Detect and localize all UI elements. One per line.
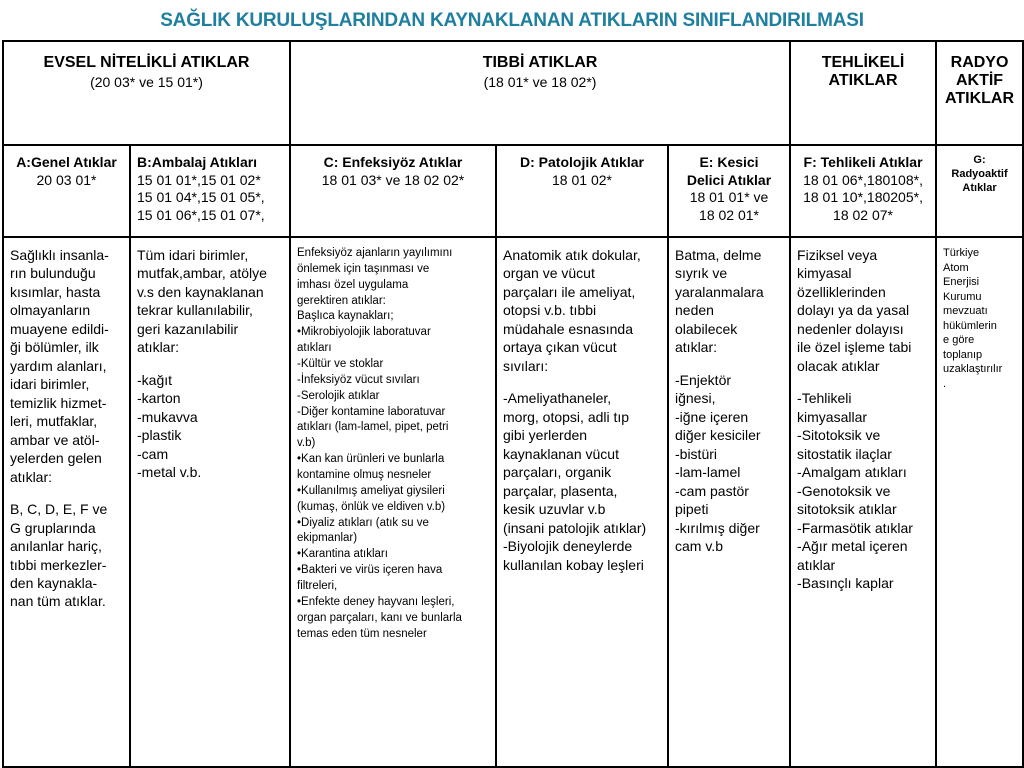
- subgroup-label: C: Enfeksiyöz Atıklar: [323, 154, 463, 170]
- subgroup-code: 18 01 10*,180205*,: [803, 189, 923, 205]
- line-gap: [10, 486, 123, 500]
- body-line: kullanılan kobay leşleri: [503, 556, 644, 573]
- body-line: parçaları, organik: [503, 464, 612, 481]
- group-label-line: ATIKLAR: [828, 72, 898, 89]
- subgroup-label: Radyoaktif: [951, 167, 1008, 180]
- body-line: gerektiren atıklar:: [297, 294, 386, 307]
- body-line: v.b): [297, 437, 316, 450]
- body-line: Fiziksel veya: [797, 247, 878, 263]
- subgroup-a: [3, 145, 130, 237]
- body-line: neden: [675, 302, 714, 319]
- body-line: •Kullanılmış ameliyat giysileri: [297, 484, 445, 497]
- body-line: sıyrık ve: [675, 265, 728, 282]
- body-line: otopsi v.b. tıbbi: [503, 302, 597, 319]
- group-label-line: TEHLİKELİ: [821, 54, 905, 71]
- body-line: •Enfekte deney hayvanı leşleri,: [297, 595, 455, 608]
- body-line: G gruplarında: [10, 519, 96, 536]
- subgroup-e: [668, 145, 790, 237]
- group-label-line: AKTİF: [955, 72, 1004, 89]
- body-line: •Bakteri ve virüs içeren hava: [297, 564, 443, 577]
- body-line: parçaları ile ameliyat,: [503, 283, 636, 300]
- body-line: -Ağır metal içeren: [797, 538, 908, 555]
- body-line: yardım alanları,: [10, 357, 107, 374]
- body-line: geri kazanılabilir: [137, 320, 239, 337]
- body-line: yelerden gelen: [10, 450, 102, 467]
- group-label: EVSEL NİTELİKLİ ATIKLAR: [43, 54, 250, 71]
- body-f: [790, 237, 936, 767]
- body-line: olmayanların: [10, 302, 91, 319]
- subgroup-label: G:: [973, 154, 986, 166]
- body-line: Enerjisi: [943, 276, 980, 289]
- group-label-line: RADYO: [950, 54, 1009, 71]
- body-line: organ ve vücut: [503, 265, 595, 282]
- body-line: sitotoksik atıklar: [797, 501, 897, 518]
- body-line: ortaya çıkan vücut: [503, 339, 617, 356]
- body-line: -Diğer kontamine laboratuvar: [297, 405, 446, 418]
- body-line: idari birimler,: [10, 376, 90, 393]
- group-label: TIBBİ ATIKLAR: [482, 54, 598, 71]
- body-line: ile özel işleme tabi: [797, 339, 912, 356]
- body-line: dolayı ya da yasal: [797, 302, 910, 319]
- group-code: (18 01* ve 18 02*): [483, 74, 597, 90]
- body-line: -Genotoksik ve: [797, 482, 891, 499]
- body-line: -metal v.b.: [137, 464, 202, 481]
- subgroup-label: Delici Atıklar: [686, 171, 772, 188]
- subgroup-code: 15 01 04*,15 01 05*,: [137, 189, 265, 205]
- subgroup-label: Atıklar: [962, 181, 997, 194]
- subgroup-b: [130, 145, 290, 237]
- body-line: -Enjektör: [675, 371, 732, 388]
- body-line: olabilecek: [675, 320, 738, 337]
- body-e: [668, 237, 790, 767]
- body-line: uzaklaştırılır: [943, 363, 1003, 376]
- body-line: -Sitotoksik ve: [797, 427, 881, 444]
- body-line: imhası özel uygulama: [297, 278, 409, 291]
- body-line: Tüm idari birimler,: [137, 247, 249, 263]
- body-line: Batma, delme: [675, 247, 762, 263]
- page-title: SAĞLIK KURULUŞLARINDAN KAYNAKLANAN ATIKLARIN SINIFLANDIRILMASI: [160, 10, 864, 31]
- body-line: nan tüm atıklar.: [10, 593, 106, 610]
- body-line: filtreleri,: [297, 580, 338, 593]
- body-line: parçalar, plasenta,: [503, 482, 618, 499]
- body-line: -Amalgam atıkları: [797, 464, 907, 481]
- body-line: hükümlerin: [943, 319, 997, 332]
- body-line: toplanıp: [943, 348, 983, 361]
- body-line: kontamine olmuş nesneler: [297, 469, 432, 482]
- body-line: -Ameliyathaneler,: [503, 390, 612, 407]
- body-line: temizlik hizmet-: [10, 394, 107, 411]
- line-gap: [503, 375, 661, 389]
- body-g: [936, 237, 1023, 767]
- body-line: -kırılmış diğer: [675, 519, 760, 536]
- subgroup-row: [3, 145, 1023, 237]
- body-line: rın bulunduğu: [10, 265, 96, 282]
- body-line: Türkiye: [943, 247, 980, 259]
- body-line: -karton: [137, 390, 181, 407]
- body-line: -Kültür ve stoklar: [297, 358, 384, 371]
- body-line: tekrar kullanılabilir,: [137, 302, 253, 319]
- body-line: iğnesi,: [675, 390, 716, 407]
- body-line: •Karantina atıkları: [297, 548, 388, 561]
- subgroup-code: 15 01 06*,15 01 07*,: [137, 206, 265, 223]
- body-line: yaralanmalara: [675, 283, 764, 300]
- subgroup-code: 18 02 01*: [699, 206, 759, 223]
- body-line: .: [943, 377, 947, 390]
- body-line: -İnfeksiyöz vücut sıvıları: [297, 373, 420, 386]
- subgroup-label: F: Tehlikeli Atıklar: [803, 154, 923, 170]
- subgroup-f: [790, 145, 936, 237]
- body-line: leri, mutfaklar,: [10, 413, 98, 430]
- body-line: -plastik: [137, 427, 182, 444]
- classification-table: [2, 40, 1024, 768]
- subgroup-code: 18 01 02*: [552, 171, 612, 188]
- body-line: kesik uzuvlar v.b: [503, 501, 606, 518]
- body-line: Başlıca kaynakları;: [297, 310, 394, 323]
- body-line: sıvıları:: [503, 357, 549, 374]
- body-line: sitostatik ilaçlar: [797, 445, 892, 462]
- subgroup-code: 18 02 07*: [833, 206, 893, 223]
- body-line: cam v.b: [675, 538, 723, 555]
- body-line: temas eden tüm nesneler: [297, 627, 427, 640]
- line-gap: [797, 375, 929, 389]
- body-b: [130, 237, 290, 767]
- body-line: (insani patolojik atıklar): [503, 519, 647, 536]
- body-line: Atom: [943, 261, 969, 274]
- body-line: -bistüri: [675, 445, 718, 462]
- subgroup-code: 18 01 06*,180108*,: [803, 171, 923, 188]
- body-line: •Diyaliz atıkları (atık su ve: [297, 516, 429, 529]
- body-line: -cam pastör: [675, 482, 749, 499]
- subgroup-code: 18 01 03* ve 18 02 02*: [321, 171, 465, 188]
- body-line: müdahale esnasında: [503, 320, 633, 337]
- line-gap: [675, 357, 783, 371]
- body-line: anılanlar hariç,: [10, 538, 102, 555]
- body-line: -Basınçlı kaplar: [797, 574, 894, 591]
- body-line: -Farmasötik atıklar: [797, 519, 913, 536]
- body-line: Sağlıklı insanla-: [10, 247, 109, 263]
- body-line: atıkları: [297, 342, 332, 355]
- line-gap: [137, 357, 283, 371]
- body-line: mevzuatı: [943, 305, 988, 318]
- subgroup-label: A:Genel Atıklar: [16, 154, 117, 170]
- subgroup-d: [496, 145, 668, 237]
- group-header-row: [3, 41, 1023, 145]
- body-line: B, C, D, E, F ve: [10, 501, 108, 518]
- body-line: atıklar:: [675, 339, 718, 356]
- body-line: diğer kesiciler: [675, 427, 761, 444]
- body-line: den kaynakla-: [10, 574, 98, 591]
- subgroup-label: B:Ambalaj Atıkları: [137, 154, 258, 170]
- group-tibbi: [290, 41, 790, 145]
- body-line: kaynaklanan vücut: [503, 445, 619, 462]
- body-line: -mukavva: [137, 408, 198, 425]
- body-d: [496, 237, 668, 767]
- body-line: mutfak,ambar, atölye: [137, 265, 267, 282]
- subgroup-code: 18 01 01* ve: [689, 189, 769, 205]
- body-line: önlemek için taşınması ve: [297, 262, 430, 275]
- body-line: Kurumu: [943, 290, 982, 303]
- body-line: gibi yerlerden: [503, 427, 588, 444]
- body-line: kimyasal: [797, 265, 852, 282]
- body-line: (kumaş, önlük ve eldiven v.b): [297, 500, 446, 513]
- body-line: ekipmanlar): [297, 532, 358, 545]
- body-line: Enfeksiyöz ajanların yayılımını: [297, 247, 453, 259]
- body-line: atıklar: [797, 556, 836, 573]
- body-line: -Serolojik atıklar: [297, 389, 380, 402]
- group-code: (20 03* ve 15 01*): [90, 74, 203, 90]
- body-line: -iğne içeren: [675, 408, 749, 425]
- body-line: özelliklerinden: [797, 283, 886, 300]
- description-row: [3, 237, 1023, 767]
- body-line: pipeti: [675, 501, 709, 518]
- body-line: muayene edildi-: [10, 320, 109, 337]
- body-line: atıklar:: [10, 468, 53, 485]
- body-line: morg, otopsi, adli tıp: [503, 408, 630, 425]
- body-line: olacak atıklar: [797, 357, 880, 374]
- subgroup-label: E: Kesici: [699, 154, 759, 170]
- body-line: Anatomik atık dokular,: [503, 247, 641, 263]
- group-radyoaktif: [936, 41, 1023, 145]
- body-line: kısımlar, hasta: [10, 283, 101, 300]
- body-line: -cam: [137, 445, 169, 462]
- body-line: organ parçaları, kanı ve bunlarla: [297, 611, 462, 624]
- body-line: atıkları (lam-lamel, pipet, petri: [297, 421, 449, 434]
- body-line: atıklar:: [137, 339, 180, 356]
- body-line: kimyasallar: [797, 408, 868, 425]
- body-line: ambar ve atöl-: [10, 431, 100, 448]
- subgroup-label: D: Patolojik Atıklar: [520, 154, 644, 170]
- body-line: -lam-lamel: [675, 464, 741, 481]
- subgroup-code: 15 01 01*,15 01 02*: [137, 171, 261, 188]
- subgroup-code: 20 03 01*: [36, 171, 97, 188]
- body-line: -kağıt: [137, 371, 173, 388]
- body-line: -Tehlikeli: [797, 390, 852, 407]
- subgroup-g: [936, 145, 1023, 237]
- group-label-line: ATIKLAR: [945, 90, 1015, 107]
- body-a: [3, 237, 130, 767]
- body-line: -Biyolojik deneylerde: [503, 538, 633, 555]
- subgroup-c: [290, 145, 496, 237]
- body-line: nedenler dolayısı: [797, 320, 904, 337]
- group-tehlikeli: [790, 41, 936, 145]
- body-c: [290, 237, 496, 767]
- group-evsel: [3, 41, 290, 145]
- body-line: e göre: [943, 334, 975, 347]
- body-line: •Kan kan ürünleri ve bunlarla: [297, 453, 445, 466]
- body-line: tıbbi merkezler-: [10, 556, 107, 573]
- body-line: v.s den kaynaklanan: [137, 283, 264, 300]
- body-line: •Mikrobiyolojik laboratuvar: [297, 326, 431, 339]
- body-line: ği bölümler, ilk: [10, 339, 99, 356]
